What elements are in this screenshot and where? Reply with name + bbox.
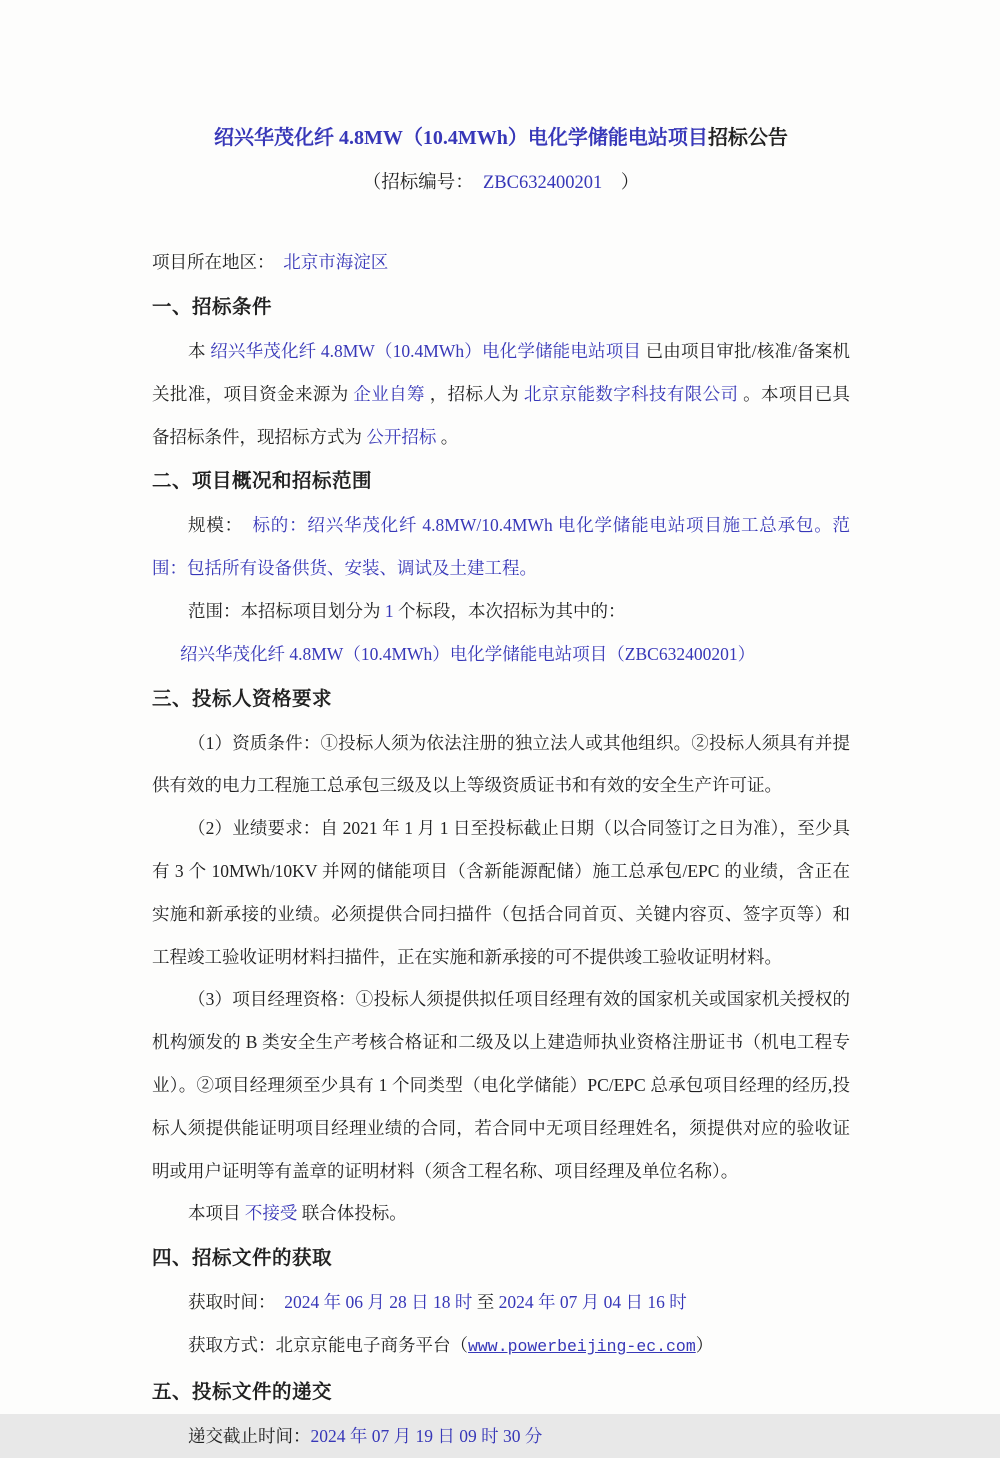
text-run: 四、招标文件的获取 xyxy=(152,1247,333,1270)
text-run: （1）资质条件：①投标人须为依法注册的独立法人或其他组织。②投标人须具有并提供有效的电力工程施工总承包三级及以上等级资质证书和有效的安全生产许可证。 xyxy=(152,732,850,796)
text-run: 项目所在地区： xyxy=(152,252,284,272)
text-run: 本项目 xyxy=(188,1203,245,1224)
text-run: 北京京能数字科技有限公司 xyxy=(523,383,739,404)
text-run: 标的：绍兴华茂化纤 4.8MW/10.4MWh 电化学储能电站项目施工总承包。范围：包括所有设备供货、安装、调试及土建工程。 xyxy=(152,515,851,579)
text-run: 。 xyxy=(436,426,459,447)
scope-paragraph xyxy=(152,590,850,633)
submission-deadline-line xyxy=(152,1415,850,1458)
text-run: 三、投标人资格要求 xyxy=(152,687,333,710)
qualification-paragraph xyxy=(152,722,850,808)
text-run: ZBC632400201 xyxy=(483,173,603,193)
text-run: 绍兴华茂化纤 4.8MW（10.4MWh）电化学储能电站项目（ZBC632400201） xyxy=(180,643,756,664)
scale-paragraph xyxy=(152,504,850,590)
document-subtitle xyxy=(152,160,850,206)
text-run: ） xyxy=(602,173,640,193)
text-run: （招标编号： xyxy=(362,173,483,193)
text-run: 获取方式：北京京能电子商务平台（ xyxy=(188,1334,468,1355)
section-5-heading xyxy=(152,1370,850,1415)
title-gap xyxy=(152,206,850,240)
section-3-heading xyxy=(152,677,850,722)
text-run: 企业自筹 xyxy=(353,383,425,404)
text-run: 公开招标 xyxy=(366,426,437,447)
section-1-paragraph xyxy=(152,330,850,458)
text-run: 递交截止时间： xyxy=(188,1425,311,1446)
section-1-heading xyxy=(152,285,850,330)
obtain-time-line xyxy=(152,1281,850,1324)
text-run: 不接受 xyxy=(244,1203,298,1224)
project-manager-paragraph xyxy=(152,978,850,1192)
text-run: 。本项目已具备招标条件，现招标方式为 xyxy=(152,383,851,447)
text-run: 二、项目概况和招标范围 xyxy=(152,470,373,493)
text-run: 2024 年 06 月 28 日 18 时 xyxy=(284,1292,473,1313)
section-2-heading xyxy=(152,459,850,504)
consortium-line xyxy=(152,1192,850,1235)
text-run: 2024 年 07 月 04 日 16 时 xyxy=(498,1292,687,1313)
document-title xyxy=(152,116,850,160)
performance-paragraph xyxy=(152,807,850,978)
text-run: 招标公告 xyxy=(707,127,788,149)
text-run: 五、投标文件的递交 xyxy=(152,1380,333,1403)
text-run: （3）项目经理资格：①投标人须提供拟任项目经理有效的国家机关或国家机关授权的机构颁发的 B 类安全生产考核合格证和二级及以上建造师执业资格注册证书（机电工程专业）。②项目经理须至少具有 1 个同类型（电化学储能）PC/EPC 总承包项目经理的经历,投标人须提供能证明项目经理业绩的合同，若合同中无项目经理姓名，须提供对应的验收证明或用户证明等有盖章的证明材料（须含工程名称、项目经理及单位名称）。 xyxy=(152,989,850,1181)
obtain-method-line xyxy=(152,1324,850,1369)
project-location-line xyxy=(152,240,850,284)
text-run: 绍兴华茂化纤 4.8MW（10.4MWh）电化学储能电站项目 xyxy=(214,127,708,149)
document-content xyxy=(152,116,850,1458)
text-run: 1 xyxy=(384,600,394,621)
section-4-heading xyxy=(152,1236,850,1281)
text-run: 北京市海淀区 xyxy=(283,252,389,272)
text-run: 一、招标条件 xyxy=(152,296,273,318)
text-run: 规模： xyxy=(188,515,253,536)
text-run: 获取时间： xyxy=(188,1292,285,1313)
text-run: 已由项目审批/核准/备案机关批准，项目资金来源为 xyxy=(152,341,850,404)
platform-url-link[interactable]: www.powerbeijing-ec.com xyxy=(468,1336,696,1356)
text-run: 绍兴华茂化纤 4.8MW（10.4MWh）电化学储能电站项目 xyxy=(210,341,642,361)
text-run: 至 xyxy=(472,1292,499,1313)
text-run: 联合体投标。 xyxy=(297,1203,407,1224)
text-run: ） xyxy=(695,1334,714,1355)
text-run: 本 xyxy=(188,341,211,361)
text-run: （2）业绩要求：自 2021 年 1 月 1 日至投标截止日期（以合同签订之日为准），至少具有 3 个 10MWh/10KV 并网的储能项目（含新能源配储）施工总承包/EPC 的业绩，含正在实施和新承接的业绩。必须提供合同扫描件（包括合同首页、关键内容页、签字页等）和工程竣工验收证明材料扫描件，正在实施和新承接的可不提供竣工验收证明材料。 xyxy=(152,818,850,967)
text-run: 2024 年 07 月 19 日 09 时 30 分 xyxy=(310,1425,543,1446)
text-run: 范围：本招标项目划分为 xyxy=(188,600,385,621)
text-run: ，招标人为 xyxy=(424,383,524,404)
bid-section-line xyxy=(152,633,850,676)
text-run: 个标段，本次招标为其中的： xyxy=(393,600,626,621)
